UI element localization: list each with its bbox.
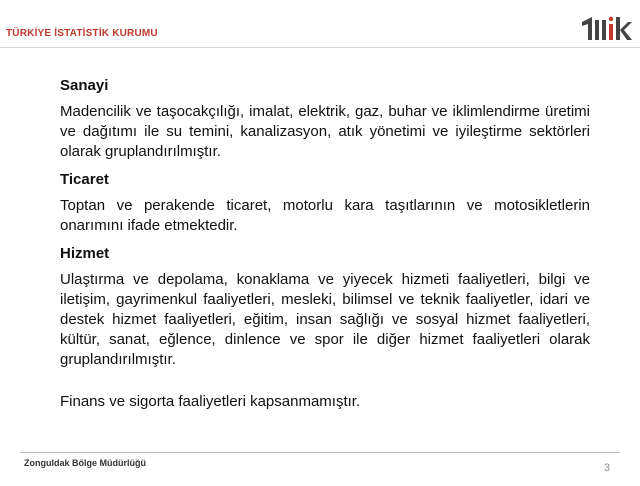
section-title-ticaret: Ticaret xyxy=(60,171,109,188)
section-title-hizmet: Hizmet xyxy=(60,245,110,262)
tuik-logo xyxy=(578,14,632,42)
page-number: 3 xyxy=(603,462,610,474)
content-body xyxy=(60,76,590,420)
footer-divider xyxy=(20,452,620,453)
organization-name: TÜRKİYE İSTATİSTİK KURUMU xyxy=(6,28,158,39)
header-divider xyxy=(0,47,640,48)
section-text-hizmet: Ulaştırma ve depolama, konaklama ve yiyecek hizmeti faaliyetleri, bilgi ve iletişim, gayrimenkul faaliyetleri, mesleki, bilimsel ve teknik faaliyetler, idari ve destek hizmet faaliyetleri, eğitim, insan sağlığı ve sosyal hizmet faaliyetleri, kültür, sanat, eğlence, dinlence ve spor ile diğer hizmet faaliyetleri olarak gruplandırılmıştır. xyxy=(60,271,590,368)
regional-office-label: Zonguldak Bölge Müdürlüğü xyxy=(24,458,146,468)
section-title-sanayi: Sanayi xyxy=(60,77,109,94)
coverage-note: Finans ve sigorta faaliyetleri kapsanmamıştır. xyxy=(60,393,361,410)
section-text-sanayi: Madencilik ve taşocakçılığı, imalat, elektrik, gaz, buhar ve iklimlendirme üretimi ve dağıtımı ile su temini, kanalizasyon, atık yönetimi ve iyileştirme sektörleri olarak gruplandırılmıştır. xyxy=(60,103,590,160)
section-text-ticaret: Toptan ve perakende ticaret, motorlu kara taşıtlarının ve motosikletlerin onarımını ifade etmektedir. xyxy=(60,197,590,234)
